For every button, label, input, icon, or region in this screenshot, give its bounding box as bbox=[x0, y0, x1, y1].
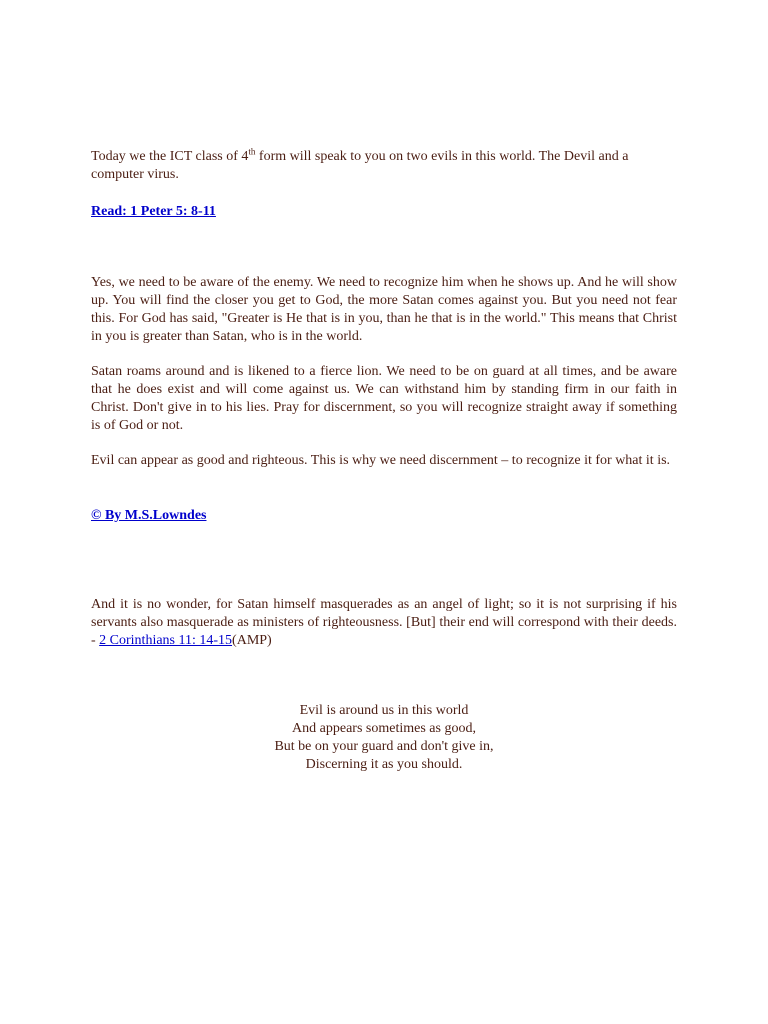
poem-line: Evil is around us in this world bbox=[299, 703, 469, 718]
verse-paragraph bbox=[91, 596, 677, 650]
verse-reference-link[interactable]: 2 Corinthians 11: 14-15 bbox=[99, 633, 233, 648]
intro-paragraph bbox=[91, 148, 677, 184]
verse-suffix: (AMP) bbox=[232, 633, 272, 648]
intro-text: Today we the ICT class of 4 bbox=[91, 149, 249, 164]
poem bbox=[180, 702, 588, 774]
paragraph-lion: Satan roams around and is likened to a fierce lion. We need to be on guard at all times, and be aware that he does exist and will come against us. We can withstand him by standing firm in our faith in Christ. Don't give in to his lies. Pray for discernment, so you will recognize straight away if something is of God or not. bbox=[91, 364, 677, 433]
paragraph-discernment: Evil can appear as good and righteous. This is why we need discernment – to recognize it for what it is. bbox=[91, 453, 671, 468]
paragraph-enemy: Yes, we need to be aware of the enemy. We need to recognize him when he shows up. And he will show up. You will find the closer you get to God, the more Satan comes against you. But you need not fear this. For God has said, "Greater is He that is in you, than he that is in the world." This means that Christ in you is greater than Satan, who is in the world. bbox=[91, 275, 677, 344]
verse-text: And it is no wonder, for Satan himself masquerades as an angel of light; so it is not surprising if his servants also masquerade as ministers of righteousness. [But] their end will correspond with their deeds. - bbox=[91, 597, 677, 648]
intro-text-rest: form will speak to you on two evils in this world. The Devil and a computer virus. bbox=[91, 149, 629, 182]
copyright-link[interactable]: © By M.S.Lowndes bbox=[91, 508, 207, 523]
ordinal-suffix: th bbox=[248, 146, 256, 157]
poem-line: And appears sometimes as good, bbox=[292, 721, 476, 736]
reading-link[interactable]: Read: 1 Peter 5: 8-11 bbox=[91, 204, 216, 219]
copyright-line bbox=[91, 507, 677, 525]
poem-line: But be on your guard and don't give in, bbox=[274, 739, 494, 754]
reading-line bbox=[91, 203, 677, 221]
poem-line: Discerning it as you should. bbox=[305, 757, 463, 772]
